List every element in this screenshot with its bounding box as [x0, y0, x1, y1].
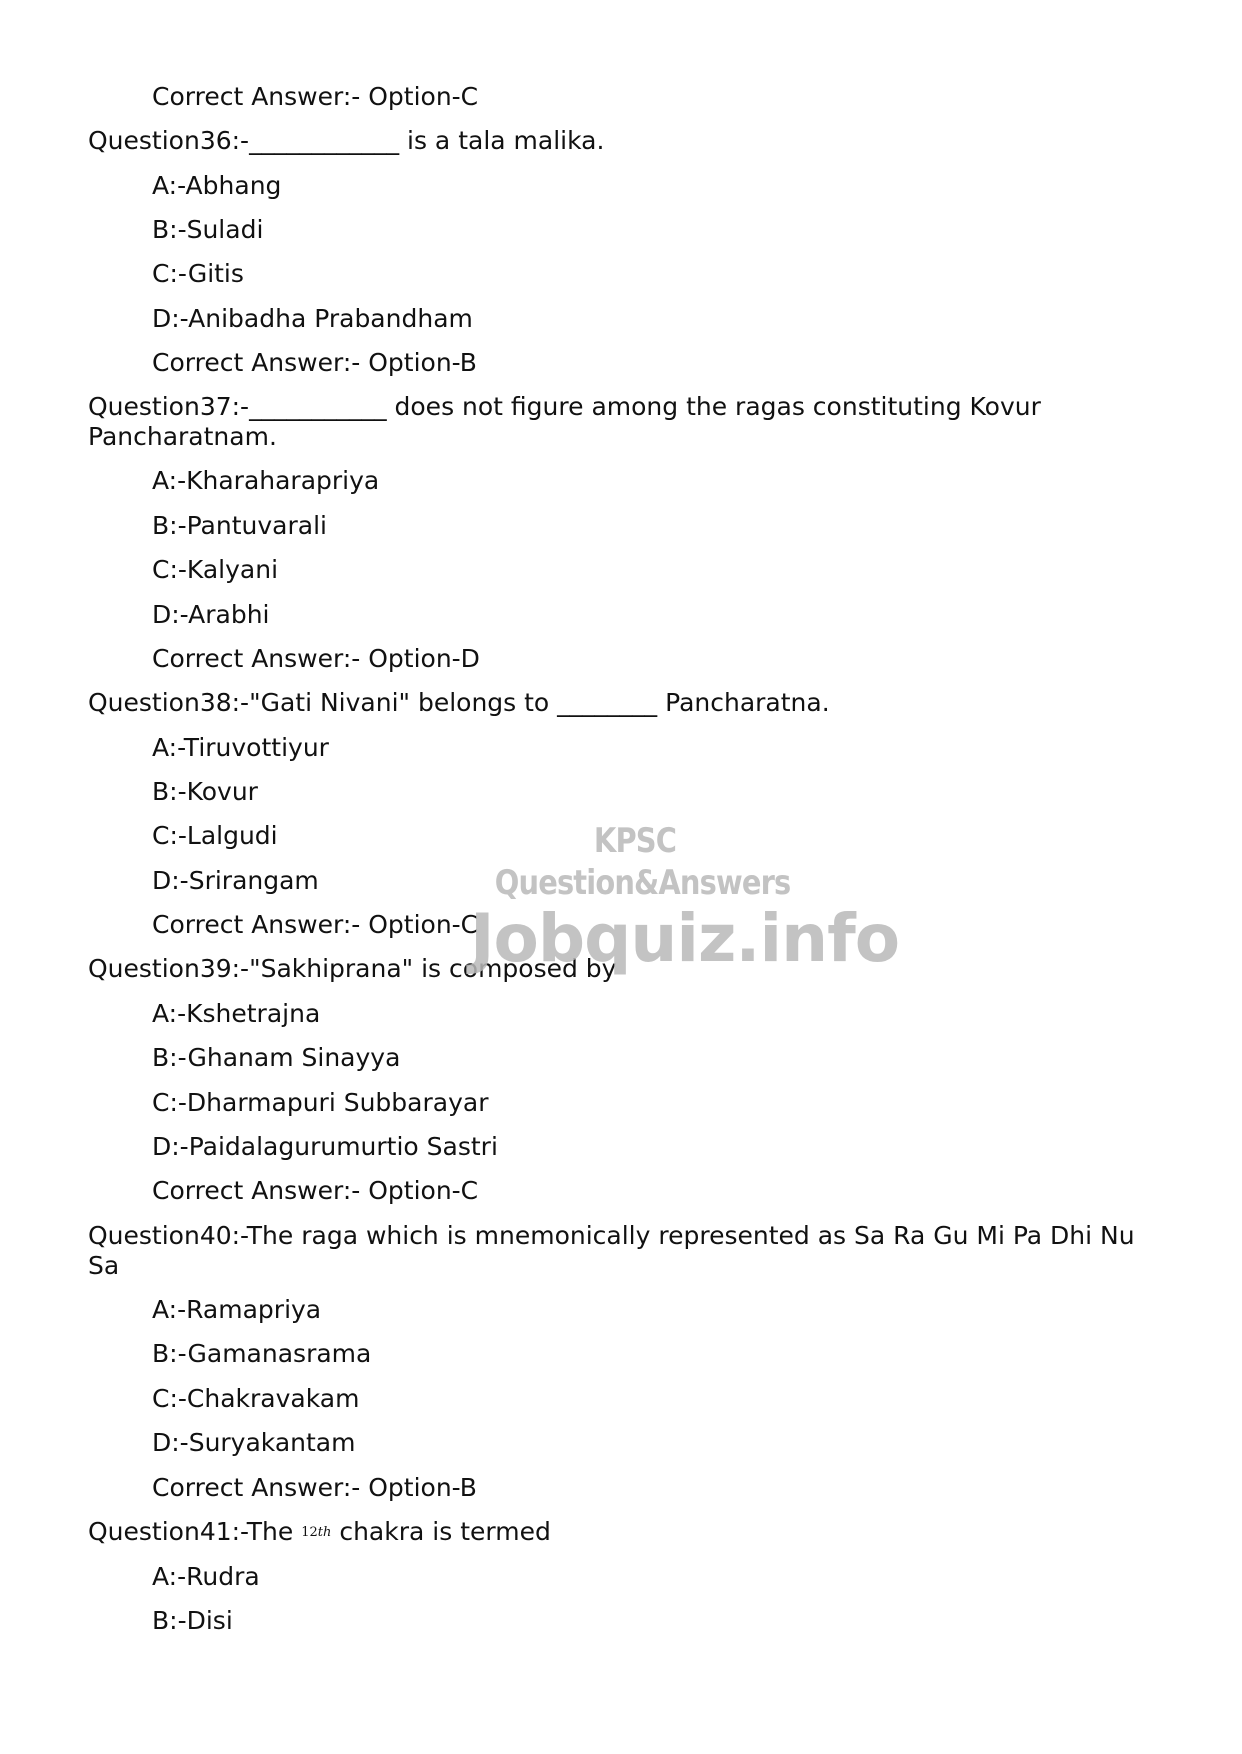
question-41-suffix: chakra is termed — [339, 1517, 551, 1546]
q39-option-a: A:-Kshetrajna — [152, 999, 321, 1028]
question-41 — [88, 1517, 551, 1548]
q37-option-c: C:-Kalyani — [152, 555, 279, 584]
q36-option-c: C:-Gitis — [152, 259, 244, 288]
correct-answer-q37: Correct Answer:- Option-D — [152, 644, 480, 673]
q38-option-a: A:-Tiruvottiyur — [152, 733, 329, 762]
q36-option-a: A:-Abhang — [152, 171, 282, 200]
q40-option-d: D:-Suryakantam — [152, 1428, 356, 1457]
q37-option-a: A:-Kharaharapriya — [152, 466, 380, 495]
correct-answer-q40: Correct Answer:- Option-B — [152, 1473, 477, 1502]
watermark — [470, 820, 900, 977]
q39-option-c: C:-Dharmapuri Subbarayar — [152, 1088, 489, 1117]
q36-option-b: B:-Suladi — [152, 215, 264, 244]
q38-option-c: C:-Lalgudi — [152, 821, 278, 850]
ordinal-suffix: th — [317, 1525, 332, 1540]
q38-option-b: B:-Kovur — [152, 777, 258, 806]
question-39: Question39:-"Sakhiprana" is composed by — [88, 954, 617, 983]
correct-answer-q35: Correct Answer:- Option-C — [152, 82, 479, 111]
q41-option-a: A:-Rudra — [152, 1562, 260, 1591]
q36-option-d: D:-Anibadha Prabandham — [152, 304, 473, 333]
q38-option-d: D:-Srirangam — [152, 866, 319, 895]
question-41-prefix: Question41:-The — [88, 1517, 294, 1546]
q37-option-b: B:-Pantuvarali — [152, 511, 327, 540]
question-36: Question36:-____________ is a tala malika. — [88, 126, 605, 155]
question-37: Question37:-___________ does not figure among the ragas constituting Kovur Pancharatnam. — [88, 392, 1041, 451]
q39-option-d: D:-Paidalagurumurtio Sastri — [152, 1132, 498, 1161]
q40-option-c: C:-Chakravakam — [152, 1384, 360, 1413]
question-40: Question40:-The raga which is mnemonically represented as Sa Ra Gu Mi Pa Dhi Nu Sa — [88, 1221, 1135, 1280]
q41-option-b: B:-Disi — [152, 1606, 233, 1635]
q40-option-a: A:-Ramapriya — [152, 1295, 322, 1324]
correct-answer-q36: Correct Answer:- Option-B — [152, 348, 477, 377]
q37-option-d: D:-Arabhi — [152, 600, 270, 629]
q39-option-b: B:-Ghanam Sinayya — [152, 1043, 401, 1072]
correct-answer-q38: Correct Answer:- Option-C — [152, 910, 479, 939]
watermark-line1: KPSC Question&Answers — [494, 821, 791, 903]
watermark-line2: Jobquiz.info — [470, 900, 900, 977]
question-38: Question38:-"Gati Nivani" belongs to ________ Pancharatna. — [88, 688, 830, 717]
q40-option-b: B:-Gamanasrama — [152, 1339, 372, 1368]
ordinal-superscript — [301, 1525, 331, 1540]
ordinal-number: 12 — [301, 1525, 318, 1540]
correct-answer-q39: Correct Answer:- Option-C — [152, 1176, 479, 1205]
